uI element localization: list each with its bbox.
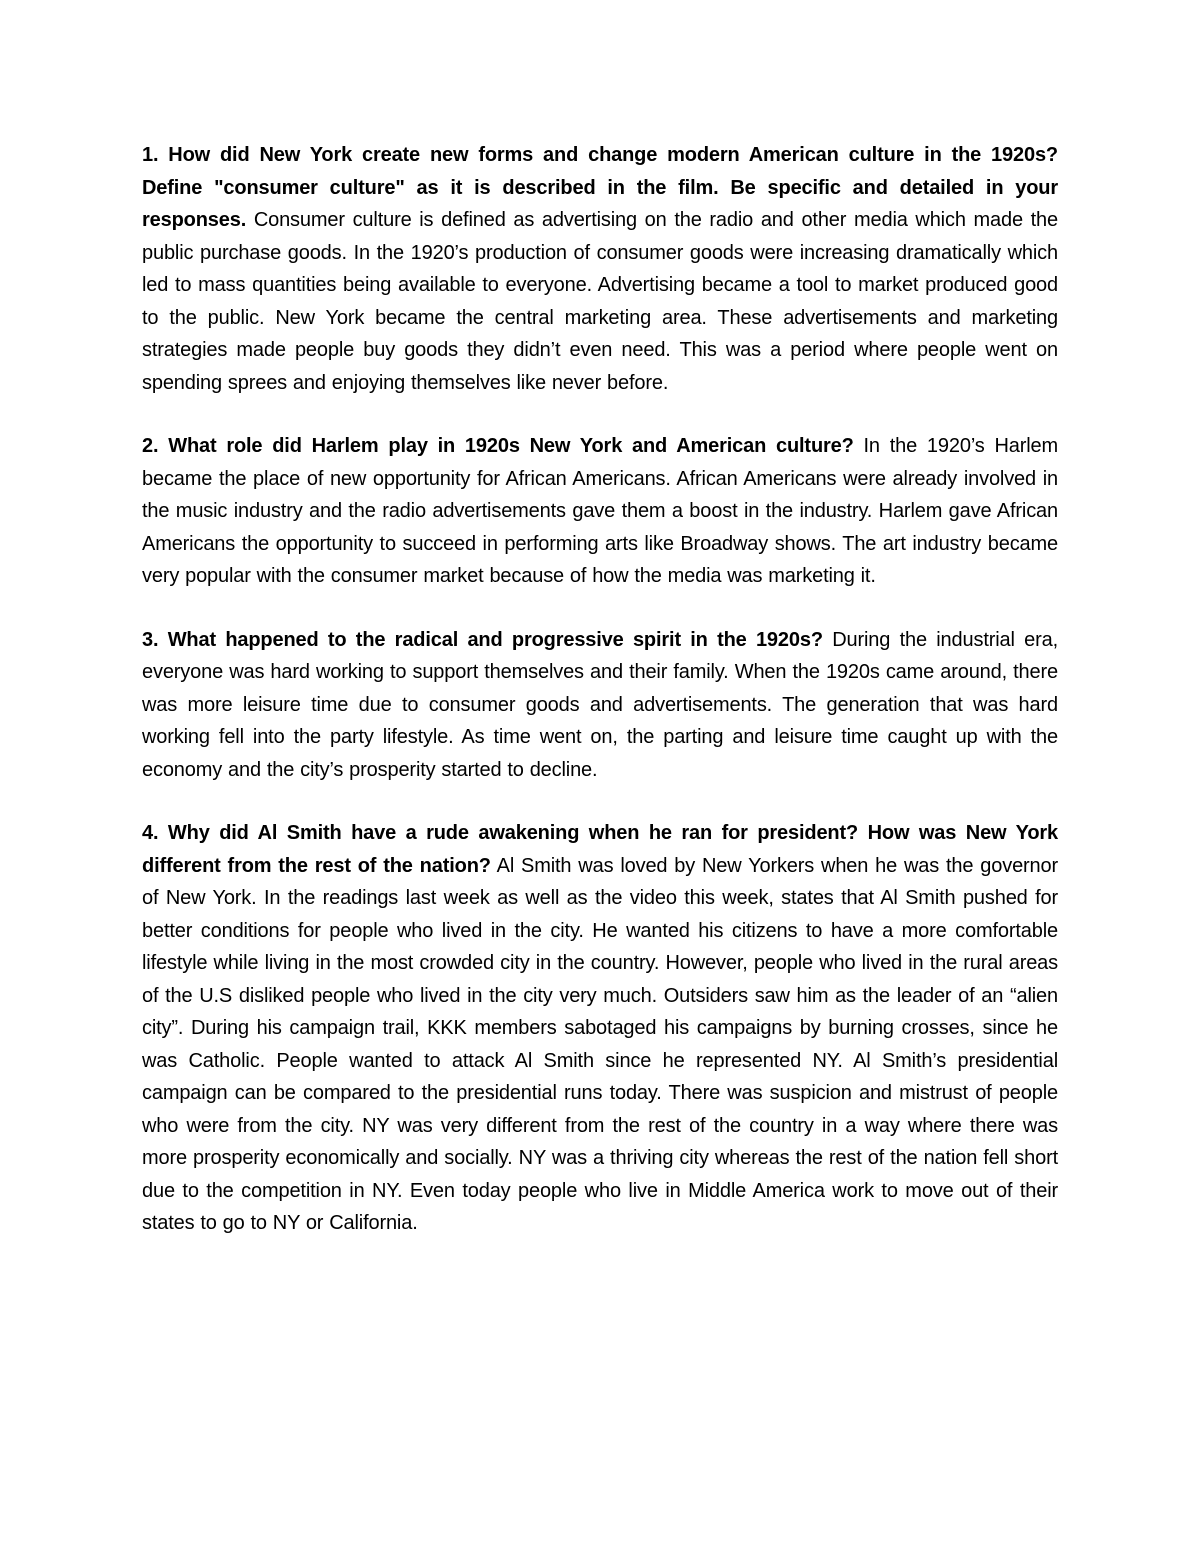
qa-section-2: [142, 430, 1058, 593]
answer-1: Consumer culture is defined as advertising on the radio and other media which made the public purchase goods. In the 1920’s production of consumer goods were increasing dramatically which led to mass quantities being available to everyone. Advertising became a tool to market produced good to the public. New York became the central marketing area. These advertisements and marketing strategies made people buy goods they didn’t even need. This was a period where people went on spending sprees and enjoying themselves like never before.: [142, 209, 1058, 394]
qa-section-3: [142, 624, 1058, 787]
question-1: 1. How did New York create new forms and change modern American culture in the 1920s? Define "consumer culture" as it is described in the film. Be specific and detailed in your responses.: [142, 144, 1058, 231]
qa-section-4: [142, 817, 1058, 1240]
qa-section-1: [142, 139, 1058, 399]
question-4: 4. Why did Al Smith have a rude awakening when he ran for president? How was New York different from the rest of the nation?: [142, 822, 1058, 877]
answer-3: During the industrial era, everyone was hard working to support themselves and their family. When the 1920s came around, there was more leisure time due to consumer goods and advertisements. The generation that was hard working fell into the party lifestyle. As time went on, the parting and leisure time caught up with the economy and the city’s prosperity started to decline.: [142, 628, 1058, 781]
answer-4: Al Smith was loved by New Yorkers when he was the governor of New York. In the readings last week as well as the video this week, states that Al Smith pushed for better conditions for people who lived in the city. He wanted his citizens to have a more comfortable lifestyle while living in the most crowded city in the country. However, people who lived in the rural areas of the U.S disliked people who lived in the city very much. Outsiders saw him as the leader of an “alien city”. During his campaign trail, KKK members sabotaged his campaigns by burning crosses, since he was Catholic. People wanted to attack Al Smith since he represented NY. Al Smith’s presidential campaign can be compared to the presidential runs today. There was suspicion and mistrust of people who were from the city. NY was very different from the rest of the country in a way where there was more prosperity economically and socially. NY was a thriving city whereas the rest of the nation fell short due to the competition in NY. Even today people who live in Middle America work to move out of their states to go to NY or California.: [142, 854, 1059, 1234]
answer-2: In the 1920’s Harlem became the place of new opportunity for African Americans. African Americans were already involved in the music industry and the radio advertisements gave them a boost in the industry. Harlem gave African Americans the opportunity to succeed in performing arts like Broadway shows. The art industry became very popular with the consumer market because of how the media was marketing it.: [142, 435, 1058, 587]
question-2: 2. What role did Harlem play in 1920s New York and American culture?: [142, 435, 854, 457]
question-3: 3. What happened to the radical and progressive spirit in the 1920s?: [142, 628, 823, 651]
